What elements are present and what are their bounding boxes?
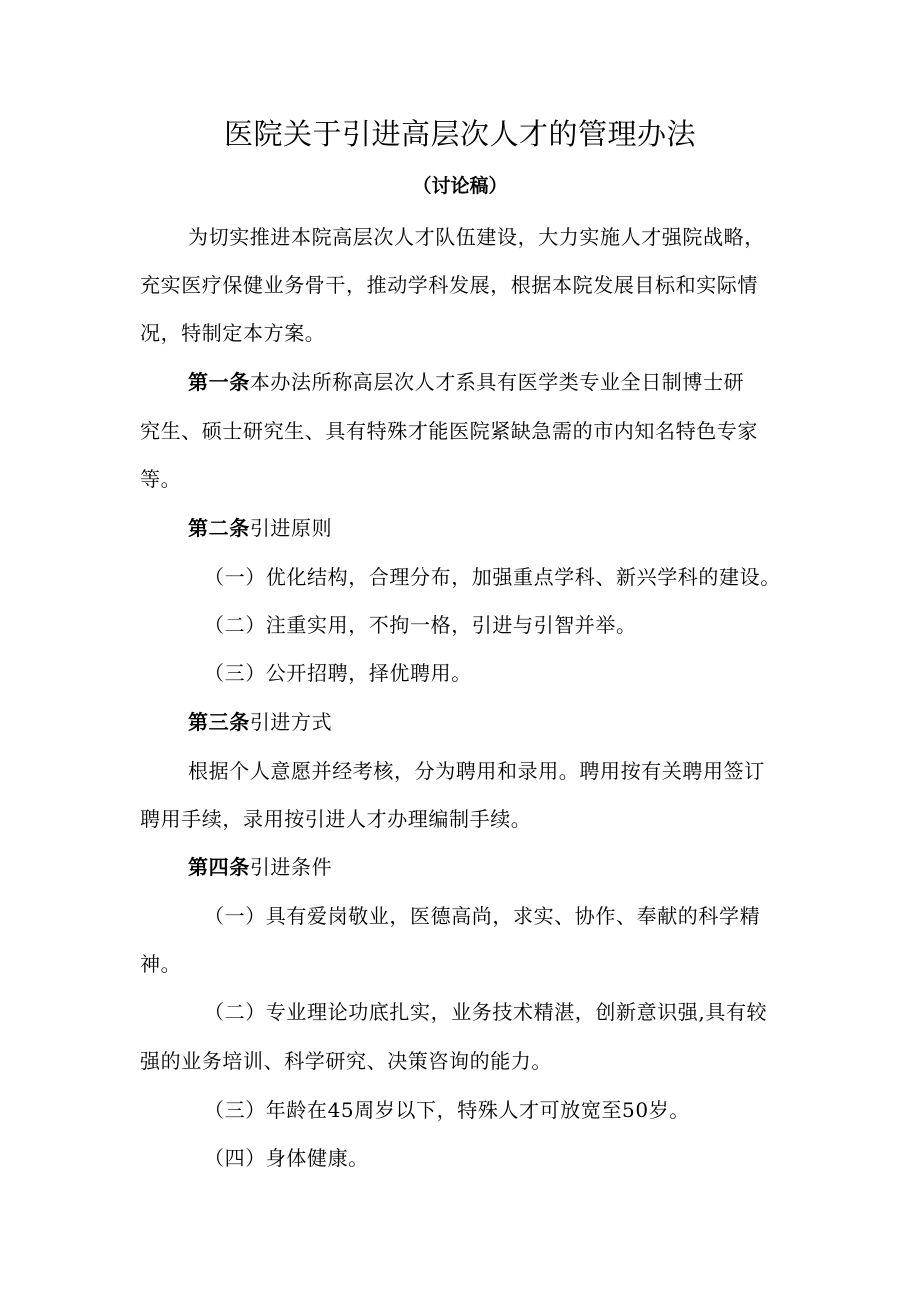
article-4-heading-text: 引进条件: [249, 855, 333, 879]
article-1-text: 本办法所称高层次人才系具有医学类专业全日制博士研: [249, 370, 745, 394]
article-3-line-2: 聘用手续，录用按引进人才办理编制手续。: [140, 807, 532, 831]
article-4-item-2-line-1: （二）专业理论功底扎实，业务技术精湛，创新意识强,具有较: [204, 1000, 768, 1024]
document-subtitle: （讨论稿）: [412, 175, 508, 197]
article-4-item-3: （三）年龄在45周岁以下，特殊人才可放宽至50岁。: [204, 1098, 690, 1122]
intro-line-1: 为切实推进本院高层次人才队伍建设，大力实施人才强院战略，: [188, 225, 765, 249]
article-4-item-2-line-2: 强的业务培训、科学研究、决策咨询的能力。: [140, 1049, 552, 1073]
article-1-line-3: 等。: [140, 467, 182, 491]
article-4-item-1-line-1: （一）具有爱岗敬业，医德高尚，求实、协作、奉献的科学精: [204, 904, 761, 928]
article-3-line-1: 根据个人意愿并经考核，分为聘用和录用。聘用按有关聘用签订: [188, 759, 765, 783]
article-4-heading: [188, 851, 332, 883]
article-2-item-1: （一）优化结构，合理分布，加强重点学科、新兴学科的建设。: [204, 565, 781, 589]
article-2-heading-text: 引进原则: [249, 516, 333, 540]
article-2-label: 第二条: [188, 516, 250, 540]
article-2-heading: [188, 512, 332, 544]
article-3-label: 第三条: [188, 710, 250, 734]
article-4-label: 第四条: [188, 855, 250, 879]
article-1-label: 第一条: [188, 370, 250, 394]
article-4-item-1-line-2: 神。: [140, 952, 182, 976]
intro-line-2: 充实医疗保健业务骨干，推动学科发展，根据本院发展目标和实际情: [140, 273, 758, 297]
document-title: 医院关于引进高层次人才的管理办法: [223, 117, 696, 151]
article-4-item-4: （四）身体健康。: [204, 1146, 369, 1170]
article-2-item-2: （二）注重实用，不拘一格，引进与引智并举。: [204, 613, 637, 637]
intro-line-3: 况，特制定本方案。: [140, 321, 326, 345]
article-1-line-2: 究生、硕士研究生、具有特殊才能医院紧缺急需的市内知名特色专家: [140, 419, 758, 443]
article-2-item-3: （三）公开招聘，择优聘用。: [204, 661, 472, 685]
article-3-heading-text: 引进方式: [249, 710, 333, 734]
article-1-line-1: [188, 366, 744, 398]
article-3-heading: [188, 706, 332, 738]
